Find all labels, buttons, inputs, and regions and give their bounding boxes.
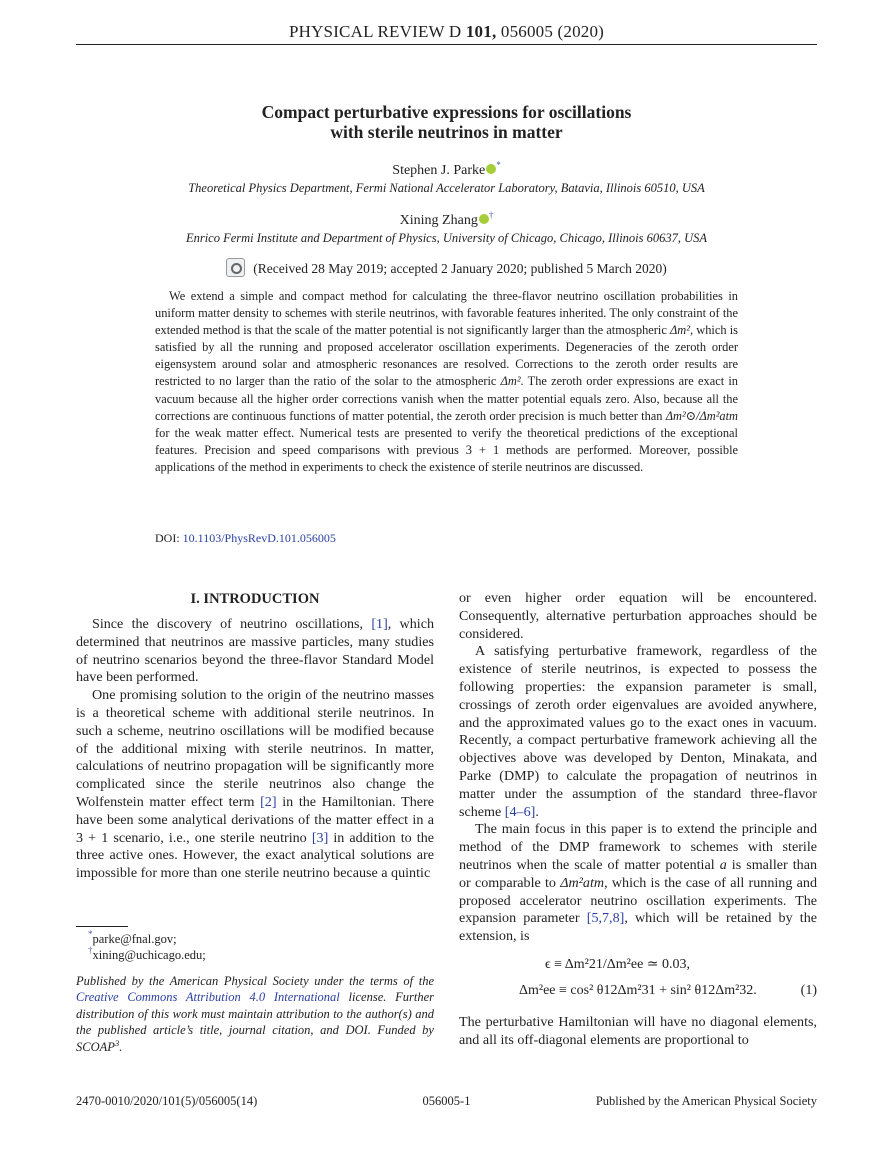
- license-link[interactable]: Creative Commons Attribution 4.0 International: [76, 990, 340, 1005]
- abstract-text: , which is satisfied by all the running and proposed accelerator oscillation experiments. Degeneracies of the zeroth order eigensystem around solar and atmospheric resonances are resolved. Corrections to the zeroth order results are restricted to no larger than the ratio of the solar to the atmospheric: [155, 323, 738, 389]
- header-rule: [76, 44, 817, 45]
- citation-link[interactable]: [4–6]: [504, 803, 536, 820]
- abstract-text: We extend a simple and compact method for calculating the three-flavor neutrino oscillation probabilities in uniform matter density to schemes with sterile neutrinos, with favorable features inherited. The only constraint of the extended method is that the scale of the matter potential is not significantly larger than the atmospheric: [155, 289, 738, 338]
- scheme-expression: 3 + 1: [76, 829, 109, 846]
- author-1: [120, 160, 773, 179]
- paper-title: [120, 102, 773, 142]
- orcid-icon[interactable]: [479, 214, 489, 224]
- citation-link[interactable]: [3]: [311, 829, 329, 846]
- body-text: , which is the case of all running and proposed accelerator neutrino oscillation experiments. The expansion parameter: [459, 874, 818, 927]
- author-1-affiliation: Theoretical Physics Department, Fermi National Accelerator Laboratory, Batavia, Illinois 60510, USA: [188, 181, 705, 195]
- body-text: The main focus in this paper is to extend the principle and method of the DMP framework to schemes with sterile neutrinos when the scale of matter potential: [459, 821, 817, 873]
- title-line-1: Compact perturbative expressions for oscillations: [261, 102, 632, 122]
- body-text: in the Hamiltonian. There have been some analytical derivations of the matter effect in a: [76, 793, 434, 828]
- author-2-name: Xining Zhang: [399, 213, 478, 228]
- doi-link[interactable]: 10.1103/PhysRevD.101.056005: [182, 531, 336, 545]
- abstract-dm2: Δm²: [500, 374, 521, 389]
- right-paragraph-1: or even higher order equation will be encountered. Consequently, alternative perturbation approaches should be considered.: [459, 590, 817, 642]
- intro-paragraph-2: [76, 687, 434, 883]
- abstract-text: for the weak matter effect. Numerical tests are presented to verify the theoretical predictions of the exceptional features. Precision and speed comparisons with previous: [155, 425, 738, 457]
- author-2: [120, 210, 773, 229]
- citation-link[interactable]: [1]: [371, 616, 388, 632]
- body-text: Since the discovery of neutrino oscillations,: [92, 616, 372, 632]
- author-1-footnote-mark[interactable]: *: [496, 160, 501, 170]
- right-paragraph-3: [459, 821, 817, 946]
- footnote-1-mark: *: [88, 929, 93, 939]
- equation-line-1: ϵ ≡ Δm²21/Δm²ee ≃ 0.03,: [545, 957, 691, 972]
- abstract: [155, 288, 738, 476]
- abstract-text: methods are performed. Moreover, possible applications of the method in experiments to check the existence of sterile neutrinos are discussed.: [155, 442, 739, 474]
- license-text: Published by the American Physical Society under the terms of the: [76, 974, 434, 988]
- body-text: One promising solution to the origin of the neutrino masses is a theoretical scheme with additional sterile neutrinos. In such a scheme, neutrino oscillations will be modified because of the additional mixing with sterile neutrinos. In matter, calculations of neutrino propagation will be significantly more complicated since the sterile neutrinos also change the Wolfenstein matter effect term: [76, 687, 434, 810]
- abstract-dm2: Δm²: [670, 323, 690, 338]
- body-text: .: [535, 803, 539, 820]
- left-column: [76, 590, 434, 883]
- received-line: [76, 258, 817, 277]
- right-column: [459, 590, 817, 946]
- body-text: , which determined that neutrinos are massive particles, many studies of neutrino scenarios beyond the three-flavor Standard Model have been performed.: [76, 616, 434, 686]
- footnote-1-email[interactable]: parke@fnal.gov;: [92, 932, 177, 946]
- citation-link[interactable]: [5,7,8]: [586, 910, 625, 927]
- footnote-2-mark: †: [88, 945, 93, 955]
- abstract-ratio: Δm²⊙/Δm²atm: [665, 408, 738, 423]
- abstract-scheme: 3 + 1: [465, 442, 500, 457]
- license-superscript: 3: [114, 1037, 120, 1048]
- author-1-name: Stephen J. Parke: [392, 163, 486, 178]
- title-line-2: with sterile neutrinos in matter: [330, 122, 563, 142]
- footer-publisher: Published by the American Physical Society: [595, 1094, 817, 1108]
- running-head: [0, 22, 893, 42]
- license-text: .: [119, 1039, 123, 1054]
- footer-issn: 2470-0010/2020/101(5)/056005(14): [76, 1094, 258, 1108]
- orcid-icon[interactable]: [486, 164, 496, 174]
- abstract-text: . The zeroth order expressions are exact in vacuum because all the higher order corrections vanish when the matter potential equals zero. Also, because all the corrections are continuous functions of matter potential, the zeroth order precision is much better than: [155, 374, 738, 423]
- footnote-2: [88, 945, 206, 963]
- footer-page: 056005-1: [422, 1094, 471, 1108]
- received-dates: (Received 28 May 2019; accepted 2 January 2020; published 5 March 2020): [253, 261, 667, 276]
- equation-number: (1): [800, 983, 817, 998]
- body-text: scenario, i.e., one sterile neutrino: [108, 829, 312, 846]
- journal-name: PHYSICAL REVIEW D: [288, 22, 462, 41]
- volume: 101,: [465, 22, 497, 41]
- section-heading: I. INTRODUCTION: [190, 591, 320, 607]
- doi-row: [155, 531, 336, 546]
- intro-paragraph-1: [76, 616, 434, 687]
- license-notice: [76, 973, 434, 1055]
- right-paragraph-4: The perturbative Hamiltonian will have no diagonal elements, and all its off-diagonal elements are proportional to: [459, 1014, 817, 1048]
- footnote-2-email[interactable]: xining@uchicago.edu;: [92, 948, 206, 962]
- article-number: 056005 (2020): [500, 22, 605, 41]
- body-text: in addition to the three active ones. However, the exact analytical solutions are impossible for more than one sterile neutrino because a quintic: [76, 829, 434, 882]
- dm2-atm: Δm²atm: [560, 874, 605, 891]
- doi-label: DOI:: [155, 531, 180, 545]
- crossmark-icon[interactable]: [226, 258, 245, 277]
- body-text: , which will be retained by the extension, is: [459, 910, 818, 945]
- footnote-rule: [76, 926, 128, 927]
- equation-line-2: Δm²ee ≡ cos² θ12Δm²31 + sin² θ12Δm²32.: [519, 983, 757, 998]
- citation-link[interactable]: [2]: [260, 793, 277, 810]
- body-text: is smaller than or comparable to: [459, 856, 817, 891]
- body-text: A satisfying perturbative framework, regardless of the existence of sterile neutrinos, is expected to possess the following properties: the expansion parameter is small, crossings of zeroth order eigenvalues are avoided anywhere, and the approximated values go to the exact ones in vacuum. Recently, a compact perturbative framework achieving all the objectives above was developed by Denton, Minakata, and Parke (DMP) to calculate the propagation of neutrinos in matter under the assumption of the standard three-flavor scheme: [459, 643, 817, 820]
- author-2-affiliation: Enrico Fermi Institute and Department of Physics, University of Chicago, Chicago, Illinois 60637, USA: [185, 231, 708, 245]
- license-text: license. Further distribution of this work must maintain attribution to the author(s) and the published article’s title, journal citation, and DOI. Funded by SCOAP: [76, 990, 434, 1054]
- author-2-footnote-mark[interactable]: †: [488, 210, 494, 220]
- matter-potential-symbol: a: [719, 856, 727, 873]
- right-paragraph-2: [459, 643, 817, 821]
